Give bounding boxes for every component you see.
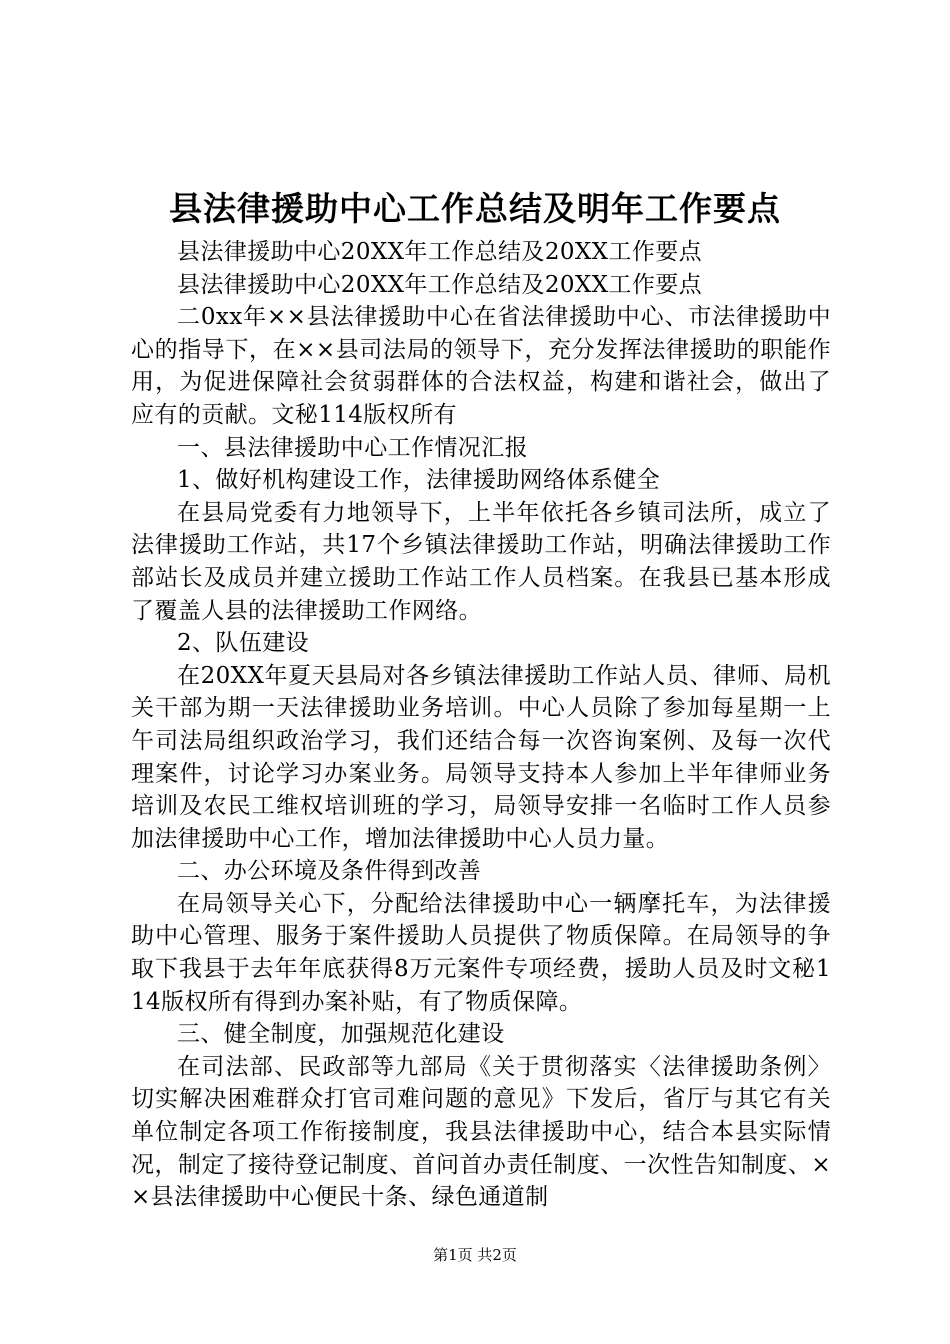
subtitle-line-2: 县法律援助中心20XX年工作总结及20XX工作要点: [177, 271, 703, 298]
body-paragraph-2: 在20XX年夏天县局对各乡镇法律援助工作站人员、律师、局机关干部为期一天法律援助业务培训。中心人员除了参加每星期一上午司法局组织政治学习，我们还结合每一次咨询案例、及每一次代理案件，讨论学习办案业务。局领导支持本人参加上半年律师业务培训及农民工维权培训班的学习，局领导安排一名临时工作人员参加法律援助中心工作，增加法律援助中心人员力量。: [131, 662, 831, 852]
body-paragraph-1: 在县局党委有力地领导下，上半年依托各乡镇司法所，成立了法律援助工作站，共17个乡镇法律援助工作站，明确法律援助工作部站长及成员并建立援助工作站工作人员档案。在我县已基本形成了覆盖人县的法律援助工作网络。: [131, 499, 831, 624]
document-title: 县法律援助中心工作总结及明年工作要点: [169, 189, 781, 228]
section-heading-3: 三、健全制度，加强规范化建设: [177, 1021, 505, 1048]
subsection-heading-1: 1、做好机构建设工作，法律援助网络体系健全: [177, 467, 661, 494]
page-number-footer: 第1页 共2页: [433, 1246, 517, 1264]
section-heading-2: 二、办公环境及条件得到改善: [177, 858, 482, 885]
subtitle-line-1: 县法律援助中心20XX年工作总结及20XX工作要点: [177, 239, 703, 265]
intro-paragraph: 二0xx年××县法律援助中心在省法律援助中心、市法律援助中心的指导下，在××县司法局的领导下，充分发挥法律援助的职能作用，为促进保障社会贫弱群体的合法权益，构建和谐社会，做出了应有的贡献。文秘114版权所有: [131, 304, 831, 428]
body-paragraph-3: 在局领导关心下，分配给法律援助中心一辆摩托车，为法律援助中心管理、服务于案件援助人员提供了物质保障。在局领导的争取下我县于去年年底获得8万元案件专项经费，援助人员及时文秘114版权所有得到办案补贴，有了物质保障。: [131, 890, 831, 1015]
subsection-heading-2: 2、队伍建设: [177, 630, 310, 657]
section-heading-1: 一、县法律援助中心工作情况汇报: [177, 434, 528, 461]
document-body: [131, 236, 831, 1214]
body-paragraph-4: 在司法部、民政部等九部局《关于贯彻落实〈法律援助条例〉切实解决困难群众打官司难问题的意见》下发后，省厅与其它有关单位制定各项工作衔接制度，我县法律援助中心，结合本县实际情况，制定了接待登记制度、首问首办责任制度、一次性告知制度、××县法律援助中心便民十条、绿色通道制: [131, 1053, 831, 1211]
